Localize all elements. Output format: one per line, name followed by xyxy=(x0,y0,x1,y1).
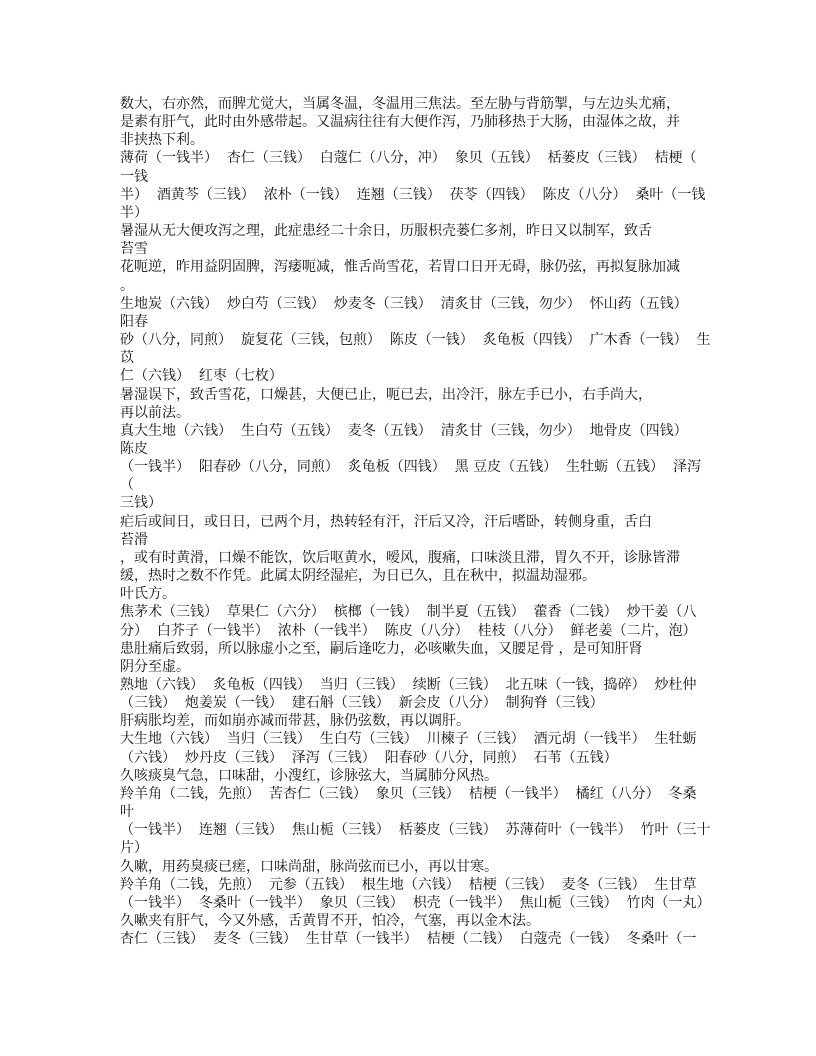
text-line: （ xyxy=(120,477,134,494)
text-line: 久咳痰臭气急，口味甜，小溲红，诊脉弦大，当属肺分风热。 xyxy=(120,767,498,784)
text-line: 暑湿误下，致舌雪花，口燥甚，大便已止，呃已去，出冷汗，脉左手已小，右手尚大， xyxy=(120,386,652,403)
text-line: 羚羊角（二钱，先煎） 元参（五钱） 根生地（六钱） 桔梗（三钱） 麦冬（三钱） 生甘草 xyxy=(120,876,697,893)
text-line: 羚羊角（二钱，先煎） 苦杏仁（三钱） 象贝（三钱） 桔梗（一钱半） 橘红（八分） 冬桑 xyxy=(120,785,697,802)
text-line: 薄荷（一钱半） 杏仁（三钱） 白蔻仁（八分，冲） 象贝（五钱） 栝蒌皮（三钱） 桔梗（ xyxy=(120,150,697,167)
text-line: 苡 xyxy=(120,350,134,367)
text-line: 患肚痛后致弱，所以脉虚小之至，嗣后逢吃力，必咳嗽失血，又腰足骨 ，是可知肝肾 xyxy=(120,640,643,657)
text-line: 暑湿从无大便攻泻之理，此症患经二十余日，历服枳壳蒌仁多剂，昨日又以制军，致舌 xyxy=(120,223,652,240)
text-line: 是素有肝气，此时由外感带起。又温病往往有大便作泻，乃肺移热于大肠，由湿体之故，并 xyxy=(120,114,680,131)
text-line: 杏仁（三钱） 麦冬（三钱） 生甘草（一钱半） 桔梗（二钱） 白蔻壳（一钱） 冬桑叶（一 xyxy=(120,931,697,948)
text-line: 阴分至虚。 xyxy=(120,658,190,675)
text-line: 大生地（六钱） 当归（三钱） 生白芍（三钱） 川楝子（三钱） 酒元胡（一钱半） 生牡蛎 xyxy=(120,731,697,748)
document-body xyxy=(120,95,720,948)
text-line: （六钱） 炒丹皮（三钱） 泽泻（三钱） 阳春砂（八分，同煎） 石苇（五钱） xyxy=(120,749,618,766)
text-line: 砂（八分，同煎） 旋复花（三钱，包煎） 陈皮（一钱） 炙龟板（四钱） 广木香（一钱） 生 xyxy=(120,332,711,349)
text-line: 久嗽，用药臭痰已瘥，口味尚甜，脉尚弦而已小，再以甘寒。 xyxy=(120,858,498,875)
text-line: （三钱） 炮姜炭（一钱） 建石斛（三钱） 新会皮（八分） 制狗脊（三钱） xyxy=(120,695,604,712)
text-line: 苔雪 xyxy=(120,241,148,258)
text-line: 仁（六钱） 红枣（七枚） xyxy=(120,368,283,385)
text-line: 生地炭（六钱） 炒白芍（三钱） 炒麦冬（三钱） 清炙甘（三钱，勿少） 怀山药（五钱） xyxy=(120,295,688,312)
text-line: 缓，热时之数不作凭。此属太阴经湿疟，为日已久，且在秋中，拟温劫湿邪。 xyxy=(120,568,596,585)
text-line: 焦茅术（三钱） 草果仁（六分） 槟榔（一钱） 制半夏（五钱） 藿香（二钱） 炒干姜（八 xyxy=(120,604,697,621)
text-line: 肝病胀均差，而如崩亦减而带甚，脉仍弦数，再以调肝。 xyxy=(120,713,470,730)
text-line: 阳春 xyxy=(120,313,148,330)
text-line: 叶 xyxy=(120,804,134,821)
text-line: 陈皮 xyxy=(120,440,148,457)
text-line: 片） xyxy=(120,840,148,857)
text-line: （一钱半） 阳春砂（八分，同煎） 炙龟板（四钱） 黑 豆皮（五钱） 生牡蛎（五钱） 泽泻 xyxy=(120,459,701,476)
text-line: 。 xyxy=(120,277,134,294)
text-line: 数大，右亦然，而脾尤觉大，当属冬温，冬温用三焦法。至左胁与背筋掣，与左边头尤痛， xyxy=(120,96,680,112)
text-line: 分） 白芥子（一钱半） 浓朴（一钱半） 陈皮（八分） 桂枝（八分） 鲜老姜（二片，泡） xyxy=(120,622,697,639)
text-line: 叶氏方。 xyxy=(120,586,176,603)
text-line: 非挟热下利。 xyxy=(120,132,204,149)
text-line: ，或有时黄滑，口燥不能饮，饮后呕黄水，嗳风，腹痛，口味淡且滞，胃久不开，诊脉皆滞 xyxy=(120,549,680,566)
text-line: 半） xyxy=(120,204,148,221)
text-line: 疟后或间日，或日日，已两个月，热转轻有汗，汗后又冷，汗后嗜卧，转侧身重，舌白 xyxy=(120,513,652,530)
text-line: 花呃逆，昨用益阴固脾，泻痿呃减，惟舌尚雪花，若胃口日开无碍，脉仍弦，再拟复脉加减 xyxy=(120,259,680,276)
text-line: （一钱半） 连翘（三钱） 焦山栀（三钱） 栝蒌皮（三钱） 苏薄荷叶（一钱半） 竹叶（三十 xyxy=(120,822,711,839)
text-line: 久嗽夹有肝气，今又外感，舌黄胃不开，怕冷，气塞，再以金木法。 xyxy=(120,913,540,930)
text-line: 熟地（六钱） 炙龟板（四钱） 当归（三钱） 续断（三钱） 北五味（一钱，捣碎） 炒杜仲 xyxy=(120,677,697,693)
text-line: 一钱 xyxy=(120,168,148,185)
text-line: 苔滑 xyxy=(120,531,148,548)
text-line: （一钱半） 冬桑叶（一钱半） 象贝（三钱） 枳壳（一钱半） 焦山栀（三钱） 竹肉（一丸） xyxy=(120,894,711,911)
text-line: 真大生地（六钱） 生白芍（五钱） 麦冬（五钱） 清炙甘（三钱，勿少） 地骨皮（四钱） xyxy=(120,422,688,439)
text-line: 半） 酒黄芩（三钱） 浓朴（一钱） 连翘（三钱） 茯苓（四钱） 陈皮（八分） 桑叶（一钱 xyxy=(120,186,706,203)
text-line: 再以前法。 xyxy=(120,404,190,421)
text-line: 三钱） xyxy=(120,495,162,512)
